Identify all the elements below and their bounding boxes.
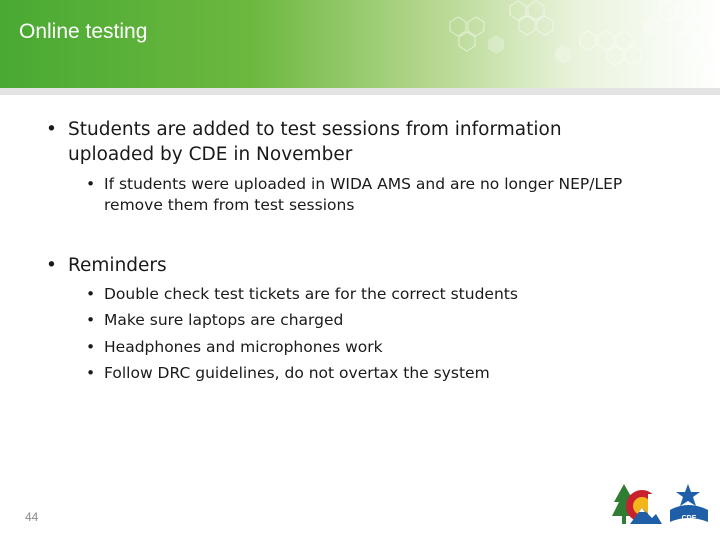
cde-star-icon: [676, 484, 700, 506]
bullet-students-line2: uploaded by CDE in November: [68, 144, 353, 165]
slide-title: Online testing: [19, 20, 148, 43]
sub-bullet-marker: •: [86, 364, 96, 382]
sub-bullet-marker: •: [86, 175, 96, 193]
reminder-item-3: Headphones and microphones work: [104, 338, 383, 356]
bullet-students-line1: Students are added to test sessions from information: [68, 119, 562, 140]
sub-bullet-wida-line1: If students were uploaded in WIDA AMS and are no longer NEP/LEP: [104, 175, 623, 193]
cde-logo-text: CDE: [681, 515, 697, 522]
reminder-item-4: Follow DRC guidelines, do not overtax the system: [104, 364, 490, 382]
sub-bullet-marker: •: [86, 285, 96, 303]
sub-bullet-wida-line2: remove them from test sessions: [104, 196, 355, 214]
bullet-marker: •: [46, 119, 57, 140]
colorado-logo: [612, 484, 662, 524]
cde-logo: [670, 484, 708, 522]
sub-bullet-marker: •: [86, 311, 96, 329]
reminder-item-1: Double check test tickets are for the correct students: [104, 285, 518, 303]
page-number: 44: [25, 510, 39, 524]
bullet-marker: •: [46, 255, 57, 276]
footer-logos: [612, 480, 712, 528]
reminder-item-2: Make sure laptops are charged: [104, 311, 344, 329]
sub-bullet-marker: •: [86, 338, 96, 356]
bullet-reminders: Reminders: [68, 255, 167, 276]
